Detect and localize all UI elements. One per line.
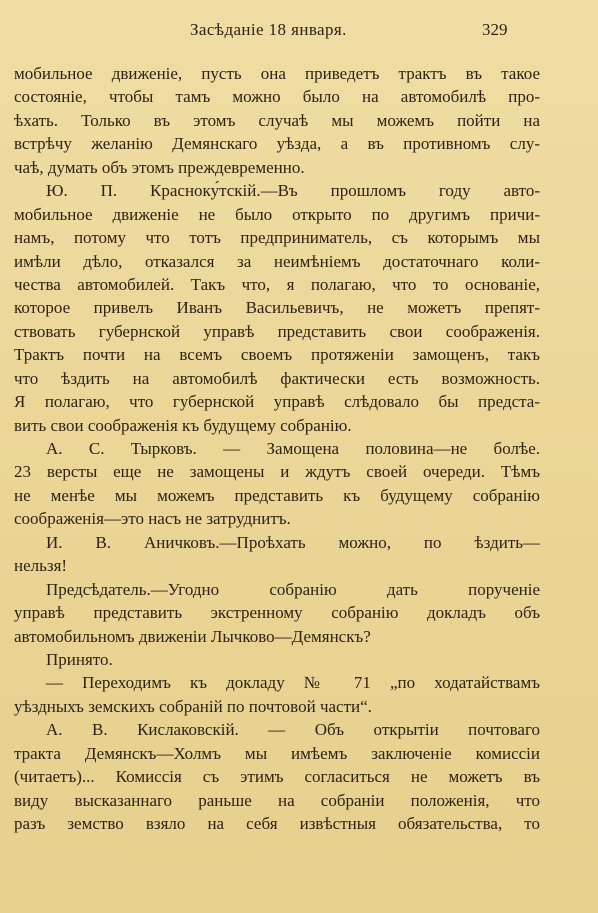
resolution-line: Принято. bbox=[46, 649, 113, 669]
text-line: Трактъ почти на всемъ своемъ протяженіи замощенъ, такъ bbox=[14, 345, 540, 365]
body-text bbox=[14, 62, 540, 835]
text-line: Я полагаю, что губернской управѣ слѣдовало бы предста- bbox=[14, 392, 540, 412]
text-line: виду высказаннаго раньше на собраніи положенія, что bbox=[14, 790, 540, 810]
text-line: чаѣ, думать объ этомъ преждевременно. bbox=[14, 157, 305, 177]
text-line: автомобильномъ движеніи Лычково—Демянскъ? bbox=[14, 626, 371, 646]
text-line: управѣ представить экстренному собранію докладъ объ bbox=[14, 603, 540, 623]
text-line: вить свои соображенія къ будущему собранію. bbox=[14, 415, 352, 435]
text-line: которое привелъ Иванъ Васильевичъ, не можетъ препят- bbox=[14, 298, 540, 318]
speaker-line: А. В. Кислаковскій. — Объ открытіи почтоваго bbox=[46, 720, 540, 740]
text-line: разъ земство взяло на себя извѣстныя обязательства, то bbox=[14, 814, 540, 833]
speaker-line: Ю. П. Красноку́тскій.—Въ прошломъ году авто- bbox=[46, 181, 540, 201]
text-line: встрѣчу желанію Демянскаго уѣзда, а въ противномъ слу- bbox=[14, 134, 540, 154]
text-line: тракта Демянскъ—Холмъ мы имѣемъ заключеніе комиссіи bbox=[14, 743, 540, 763]
speaker-line: Предсѣдатель.—Угодно собранію дать порученіе bbox=[46, 579, 540, 599]
text-line: уѣздныхъ земскихъ собраній по почтовой части“. bbox=[14, 696, 372, 716]
text-line: имѣли дѣло, отказался за неимѣніемъ достаточнаго коли- bbox=[14, 251, 540, 271]
running-title: Засѣданіе 18 января. bbox=[190, 20, 347, 39]
text-line: нельзя! bbox=[14, 556, 68, 576]
text-line: состояніе, чтобы тамъ можно было на автомобилѣ про- bbox=[14, 87, 540, 107]
text-line: (читаетъ)... Комиссія съ этимъ согласиться не можетъ въ bbox=[14, 767, 540, 787]
text-line: 23 версты еще не замощены и ждутъ своей очереди. Тѣмъ bbox=[14, 462, 540, 482]
text-line: намъ, потому что тотъ предприниматель, съ которымъ мы bbox=[14, 228, 540, 248]
text-line: ѣхать. Только въ этомъ случаѣ мы можемъ пойти на bbox=[14, 110, 540, 130]
text-line: ствовать губернской управѣ представить свои соображенія. bbox=[14, 321, 540, 341]
speaker-line: А. С. Тырковъ. — Замощена половина—не болѣе. bbox=[46, 439, 540, 458]
text-line: что ѣздить на автомобилѣ фактически есть возможность. bbox=[14, 368, 540, 388]
text-line: не менѣе мы можемъ представить къ будущему собранію bbox=[14, 485, 540, 505]
text-line: чества автомобилей. Такъ что, я полагаю, что то основаніе, bbox=[14, 274, 540, 294]
speaker-line: И. В. Аничковъ.—Проѣхать можно, по ѣздить— bbox=[46, 532, 540, 552]
page-number: 329 bbox=[482, 20, 508, 39]
text-line: мобильное движеніе, пусть она приведетъ трактъ въ такое bbox=[14, 64, 540, 83]
running-header bbox=[0, 20, 598, 46]
text-line: соображенія—это насъ не затруднитъ. bbox=[14, 509, 291, 529]
text-line: мобильное движеніе не было открыто по другимъ причи- bbox=[14, 204, 540, 224]
text-line: — Переходимъ къ докладу № 71 „по ходатайствамъ bbox=[46, 673, 540, 693]
